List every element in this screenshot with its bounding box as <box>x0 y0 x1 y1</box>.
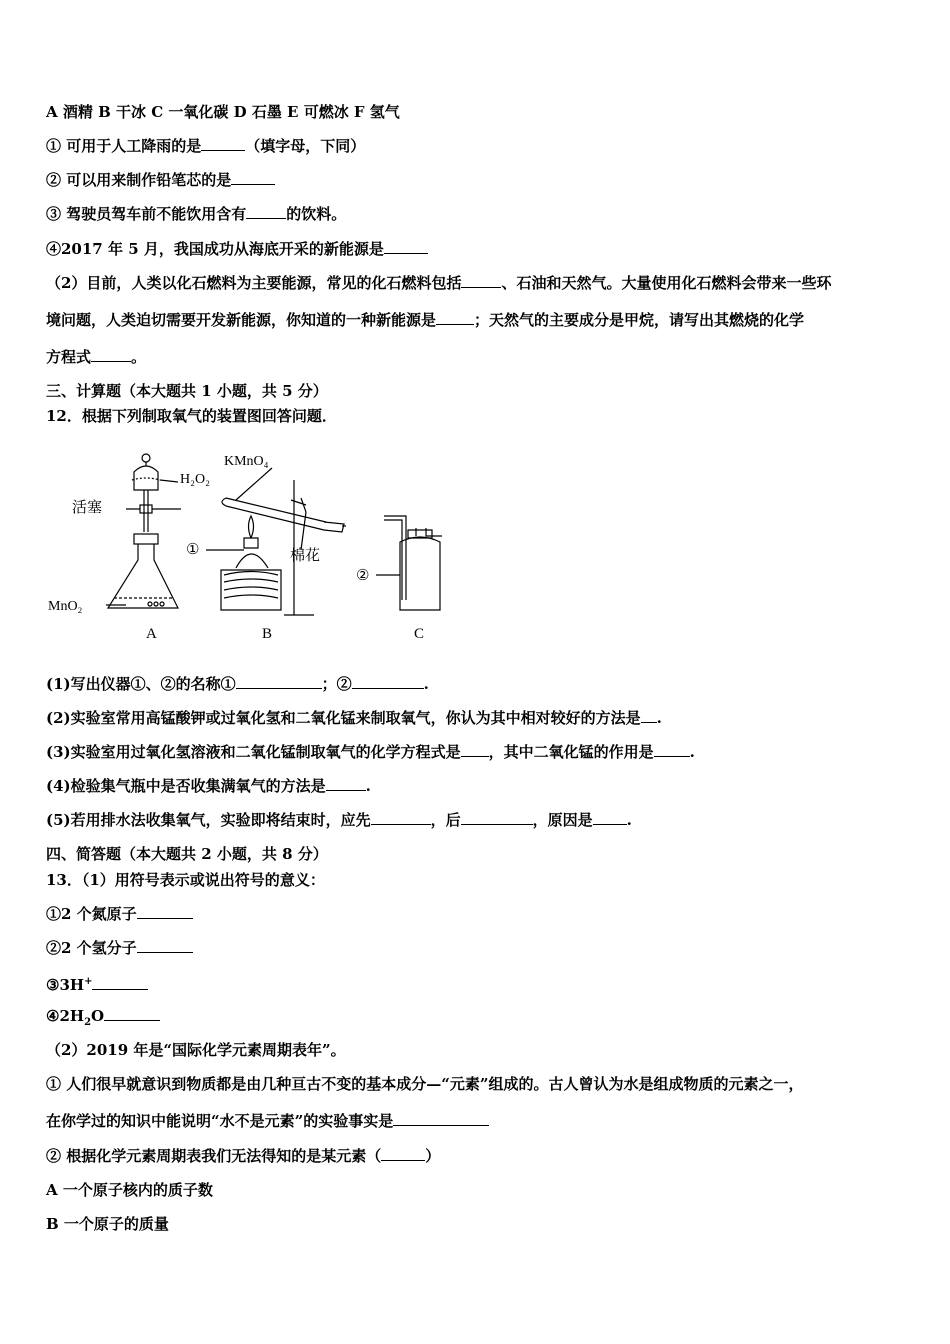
q11-item-4 <box>46 239 428 259</box>
q11-part2-text: 方程式 <box>46 348 92 366</box>
answer-blank[interactable] <box>137 904 193 919</box>
q11-item-2-text: ② 可以用来制作铅笔芯的是 <box>46 171 232 189</box>
q11-part2-line2 <box>46 310 804 330</box>
q12-title: 12．根据下列制取氧气的装置图回答问题． <box>46 407 337 425</box>
q11-item-3-text: ③ 驾驶员驾车前不能饮用含有 <box>46 205 247 223</box>
q11-part2-text: ；天然气的主要成分是甲烷，请写出其燃烧的化学 <box>474 311 805 329</box>
q13-item-4-text: ④2H <box>46 1007 85 1025</box>
q13-item-3-sup: + <box>84 976 93 987</box>
q11-part2-text: 境问题，人类迫切需要开发新能源，你知道的一种新能源是 <box>46 311 437 329</box>
q13-item-1-text: ①2 个氮原子 <box>46 905 137 923</box>
q13-title: 13．（1）用符号表示或说出符号的意义： <box>46 871 325 889</box>
q12-item-5 <box>46 810 632 830</box>
q11-options: A 酒精 B 干冰 C 一氧化碳 D 石墨 E 可燃冰 F 氢气 <box>46 103 400 121</box>
q12-item-3-text: ，其中二氧化锰的作用是 <box>488 743 654 761</box>
q13-part2-item1-line2 <box>46 1111 489 1131</box>
answer-blank[interactable] <box>381 1146 425 1161</box>
apparatus-a <box>106 454 181 608</box>
q12-item-4 <box>46 776 371 796</box>
q11-item-2 <box>46 170 275 190</box>
q13-part2-item2 <box>46 1146 440 1166</box>
answer-blank[interactable] <box>641 708 657 723</box>
q13-part2-item2-text: ② 根据化学元素周期表我们无法得知的是某元素（ <box>46 1147 382 1165</box>
q11-item-1 <box>46 136 365 156</box>
q12-item-3-text: (3)实验室用过氧化氢溶液和二氧化锰制取氧气的化学方程式是 <box>46 743 461 761</box>
q11-item-1-text: ① 可用于人工降雨的是 <box>46 137 202 155</box>
answer-blank[interactable] <box>137 938 193 953</box>
label-circle-2: ② <box>356 568 370 584</box>
q12-item-5-text: (5)若用排水法收集氧气，实验即将结束时，应先 <box>46 811 371 829</box>
q13-option-b: B 一个原子的质量 <box>46 1215 169 1233</box>
label-b: B <box>262 626 273 642</box>
q13-item-1 <box>46 904 193 924</box>
oxygen-apparatus-figure <box>46 450 466 650</box>
label-a: A <box>146 626 157 642</box>
q13-item-2-text: ②2 个氢分子 <box>46 939 137 957</box>
apparatus-b <box>206 468 346 615</box>
q11-item-3 <box>46 204 346 224</box>
answer-blank[interactable] <box>352 674 424 689</box>
q12-item-4-text: (4)检验集气瓶中是否收集满氧气的方法是 <box>46 777 326 795</box>
label-c: C <box>414 626 425 642</box>
answer-blank[interactable] <box>91 347 131 362</box>
answer-blank[interactable] <box>654 742 690 757</box>
apparatus-c <box>376 516 442 610</box>
q13-part2-item1-line1: ① 人们很早就意识到物质都是由几种亘古不变的基本成分—“元素”组成的。古人曾认为水是组成物质的元素之一， <box>46 1075 804 1093</box>
answer-blank[interactable] <box>92 975 148 990</box>
q11-part2-text: 、石油和天然气。大量使用化石燃料会带来一些环 <box>501 274 832 292</box>
label-mno2: MnO₂ <box>48 599 83 614</box>
q12-item-2-text: (2)实验室常用高锰酸钾或过氧化氢和二氧化锰来制取氧气，你认为其中相对较好的方法是 <box>46 709 641 727</box>
q11-item-1-tail: （填字母，下同） <box>245 137 366 155</box>
q11-part2-line3 <box>46 347 146 367</box>
label-cotton: 棉花 <box>290 548 321 564</box>
q13-item-3 <box>46 972 148 995</box>
q11-item-3-tail: 的饮料。 <box>286 205 347 223</box>
label-stopcock: 活塞 <box>72 500 103 516</box>
q13-item-4 <box>46 1006 160 1033</box>
answer-blank[interactable] <box>236 674 322 689</box>
answer-blank[interactable] <box>461 810 533 825</box>
q12-item-1 <box>46 674 429 694</box>
answer-blank[interactable] <box>436 310 474 325</box>
q13-part2-item1-text: 在你学过的知识中能说明“水不是元素”的实验事实是 <box>46 1112 394 1130</box>
q11-part2-text: 。 <box>131 348 147 366</box>
q12-item-5-text: ，后 <box>430 811 461 829</box>
q12-item-5-text: ，原因是 <box>532 811 593 829</box>
label-kmno4: KMnO₄ <box>224 454 269 469</box>
answer-blank[interactable] <box>231 170 275 185</box>
q12-item-1-text: . <box>423 675 429 693</box>
answer-blank[interactable] <box>384 239 428 254</box>
q13-item-4-sub: 2 <box>84 1017 92 1028</box>
q12-item-4-text: . <box>365 777 371 795</box>
answer-blank[interactable] <box>593 810 627 825</box>
q12-item-5-text: . <box>626 811 632 829</box>
answer-blank[interactable] <box>246 204 286 219</box>
label-h2o2: H₂O₂ <box>180 472 210 487</box>
q13-item-4-text: O <box>91 1007 105 1025</box>
q13-item-2 <box>46 938 193 958</box>
q12-item-2 <box>46 708 662 728</box>
answer-blank[interactable] <box>393 1111 489 1126</box>
answer-blank[interactable] <box>326 776 366 791</box>
q11-part2-text: （2）目前，人类以化石燃料为主要能源，常见的化石燃料包括 <box>46 274 462 292</box>
q12-item-1-text: ；② <box>321 675 352 693</box>
q13-part2-item2-text: ） <box>425 1147 441 1165</box>
q12-item-3 <box>46 742 695 762</box>
section-3-heading: 三、计算题（本大题共 1 小题，共 5 分） <box>46 382 328 400</box>
q11-part2-line1 <box>46 273 831 293</box>
answer-blank[interactable] <box>461 742 489 757</box>
q11-item-4-text: ④2017 年 5 月，我国成功从海底开采的新能源是 <box>46 240 384 258</box>
answer-blank[interactable] <box>201 136 245 151</box>
label-circle-1: ① <box>186 542 200 558</box>
section-4-heading: 四、简答题（本大题共 2 小题，共 8 分） <box>46 845 328 863</box>
q12-item-1-text: (1)写出仪器①、②的名称① <box>46 675 236 693</box>
q12-item-3-text: . <box>689 743 695 761</box>
answer-blank[interactable] <box>371 810 431 825</box>
answer-blank[interactable] <box>461 273 501 288</box>
q13-part2: （2）2019 年是“国际化学元素周期表年”。 <box>46 1041 346 1059</box>
q13-option-a: A 一个原子核内的质子数 <box>46 1181 213 1199</box>
q13-item-3-text: ③3H <box>46 976 85 994</box>
q12-item-2-text: . <box>656 709 662 727</box>
answer-blank[interactable] <box>104 1006 160 1021</box>
